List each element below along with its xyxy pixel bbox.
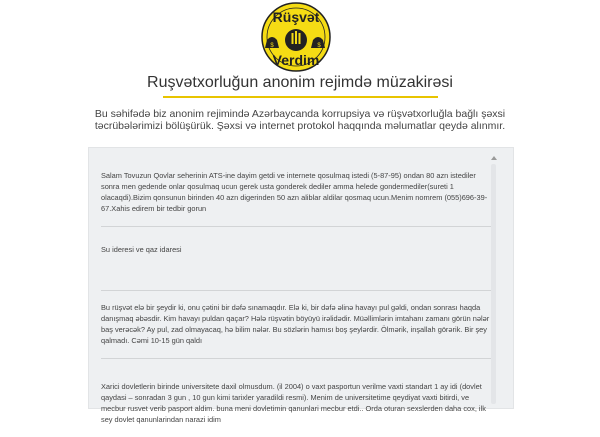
scroll-thumb[interactable] (491, 164, 496, 404)
title-underline (163, 96, 438, 98)
svg-text:$: $ (317, 43, 321, 49)
post-text: Xarici dovletlerin birinde universitete daxil olmusdum. (il 2004) o vaxt pasportun verilme vaxti standart 1 ay idi (dovlet qaydasi – sonradan 3 gun , 10 gun kimi tarixler yaradildi resmi). Menim de universitetime qeydiyat vaxti bitirdi, ve mecbur rusvet verib pasport aldim. buna meni dovletimin qanunlari mecbur etdi.. Orda oturan sexslerden daha cox, ilk sey dovlet qanunlarindan narazi idim (101, 382, 486, 424)
post-text: Bu rüşvət elə bir şeydir ki, onu çətini bir dəfə sınamaqdır. Elə ki, bir dəfə əlinə havayı pul gəldi, ondan sonrası haqda danışmaq əbəsdir. Kim havayı puldan qaçar? Hələ rüşvətin böyüyü irəlidədir. Müəllimlərin imtahanı zamanı görün nələr baş verəcək? Ay pul, zad olmayacaq, hə bilim nələr. Bu sözlərin hamısı boş şeylərdir. Ölmərik, inşallah görərik. Bir şey qalmadı. Cəmi 10-15 gün qaldı (101, 303, 490, 345)
logo-bottom-text: Verdim (272, 52, 320, 68)
hand-with-money-bags-logo-icon (258, 2, 334, 72)
logo-top-text: Rüşvət (272, 9, 320, 25)
rusvet-verdim-logo[interactable] (258, 2, 334, 72)
page-title: Ruşvətxorluğun anonim rejimdə müzakirəsi (147, 74, 453, 91)
feed-scrollbar[interactable] (489, 154, 498, 404)
post-text: Salam Tovuzun Qovlar seherinin ATS-ine dayim getdi ve internete qosulmaq istedi (5-87-95) ondan 80 azn istediler sonra men gedende onlar qosulmaq ucun gerek usta gonderek dediler amma helede gondermediler(sureti 1 olacaqdi).Bizim qonsunun birinden 40 azn digerinden 50 azn aliblar aldilar qosmaq ucun.Menim nomrem (055)696-39-67.Xahis edirem bir tedbir gorun (101, 171, 488, 213)
intro-text: Bu səhifədə biz anonim rejimində Azərbaycanda korrupsiya və rüşvətxorluğla bağlı şəxsi təcrübələrimizi bölüşürük. Şəxsi və internet protokol haqqında məlumatlar qeydə alınmır. (94, 108, 506, 132)
posts-feed[interactable] (88, 147, 514, 424)
post-text: Su ideresi ve qaz idaresi (101, 245, 182, 254)
post-item (101, 227, 491, 291)
posts-list (101, 148, 491, 437)
scroll-up-arrow-icon[interactable] (491, 156, 497, 160)
post-item (101, 359, 491, 437)
post-item (101, 148, 491, 227)
svg-text:$: $ (270, 43, 274, 49)
post-item (101, 291, 491, 359)
